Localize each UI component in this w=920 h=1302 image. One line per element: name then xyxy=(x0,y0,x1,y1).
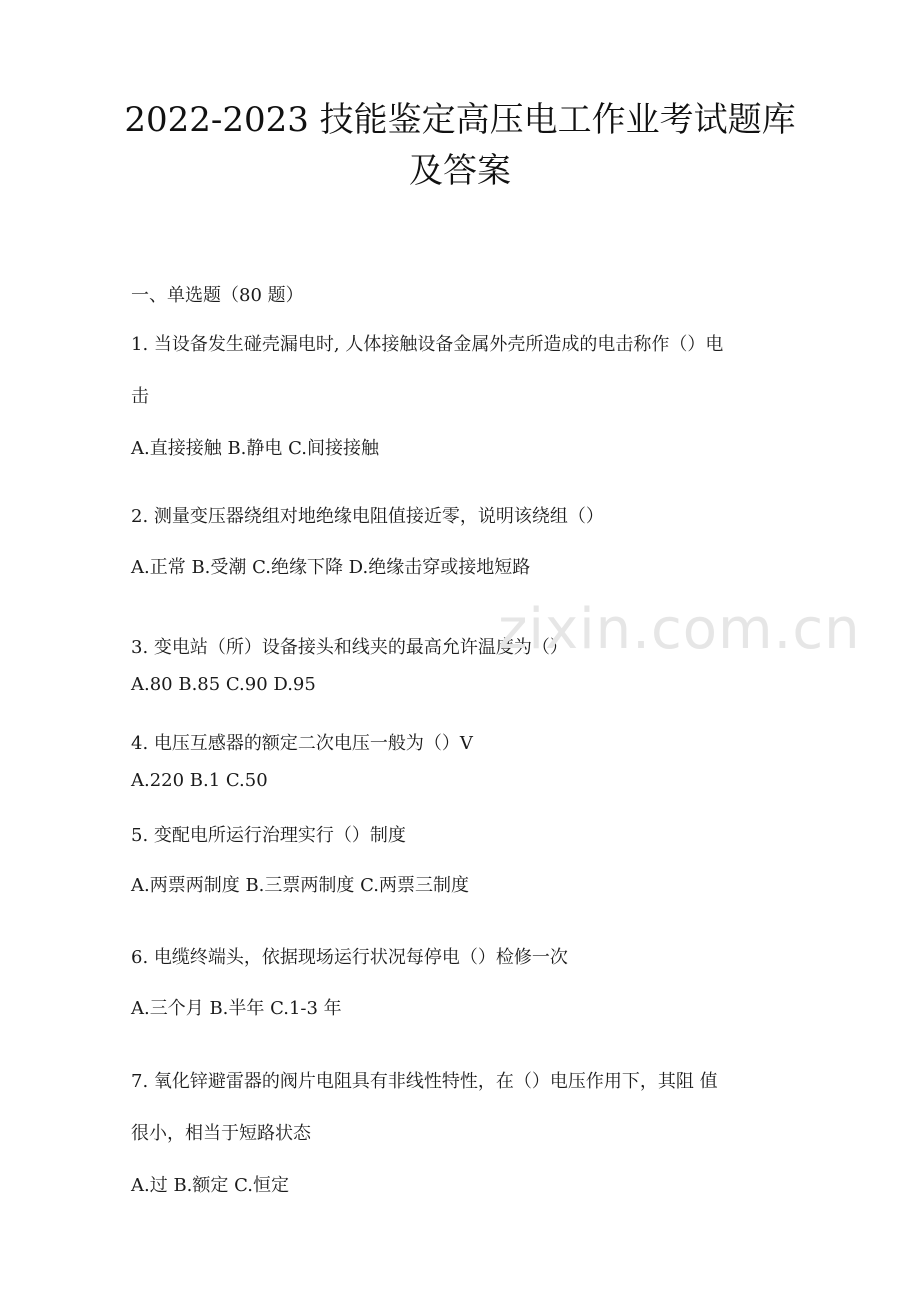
document-title-line-2: 及答案 xyxy=(409,151,511,191)
question-5-options: A.两票两制度 B.三票两制度 C.两票三制度 xyxy=(131,875,469,896)
question-1-options: A.直接接触 B.静电 C.间接接触 xyxy=(131,438,379,459)
section-heading: 一、单选题（80 题） xyxy=(131,285,304,306)
question-7-options: A.过 B.额定 C.恒定 xyxy=(131,1175,289,1196)
question-4-stem: 4. 电压互感器的额定二次电压一般为（）V xyxy=(131,733,473,754)
question-2-options: A.正常 B.受潮 C.绝缘下降 D.绝缘击穿或接地短路 xyxy=(131,557,531,578)
question-4-options: A.220 B.1 C.50 xyxy=(131,770,268,791)
question-1-stem-line-1: 1. 当设备发生碰壳漏电时, 人体接触设备金属外壳所造成的电击称作（）电 xyxy=(131,334,724,355)
question-2-stem: 2. 测量变压器绕组对地绝缘电阻值接近零，说明该绕组（） xyxy=(131,506,604,527)
question-5-stem: 5. 变配电所运行治理实行（）制度 xyxy=(131,825,406,846)
document-title-line-1: 2022-2023 技能鉴定高压电工作业考试题库 xyxy=(124,100,796,140)
question-3-options: A.80 B.85 C.90 D.95 xyxy=(131,674,316,695)
question-1-stem-line-2: 击 xyxy=(131,386,149,407)
watermark: zixin.com.cn xyxy=(498,597,861,662)
question-6-stem: 6. 电缆终端头，依据现场运行状况每停电（）检修一次 xyxy=(131,947,568,968)
question-7-stem-line-2: 很小，相当于短路状态 xyxy=(131,1123,311,1144)
question-3-stem: 3. 变电站（所）设备接头和线夹的最高允许温度为（） xyxy=(131,637,568,658)
question-6-options: A.三个月 B.半年 C.1-3 年 xyxy=(131,998,342,1019)
question-7-stem-line-1: 7. 氧化锌避雷器的阀片电阻具有非线性特性，在（）电压作用下，其阻 值 xyxy=(131,1071,718,1092)
